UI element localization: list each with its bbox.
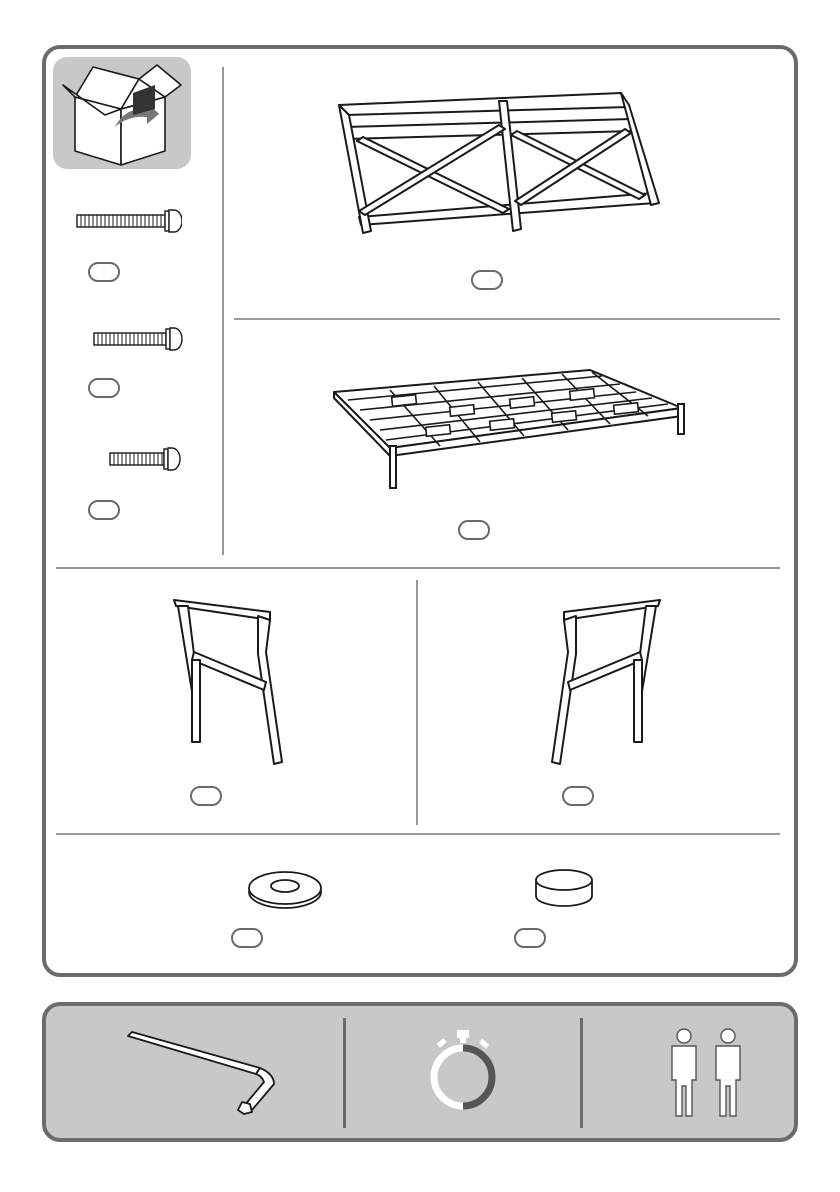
open-box-icon [53, 57, 191, 169]
seat-frame-icon [330, 362, 692, 494]
backrest-seat-divider [234, 318, 780, 320]
right-armrest-icon [544, 592, 664, 768]
short-bolt-label [88, 500, 120, 520]
washer-icon [246, 868, 324, 912]
left-armrest-label [190, 786, 222, 806]
foot-cap-icon [532, 866, 596, 910]
short-bolt-icon [109, 446, 183, 472]
backrest-label [471, 270, 503, 290]
medium-bolt-icon [93, 326, 183, 352]
right-armrest-label [562, 786, 594, 806]
left-column-divider [222, 67, 224, 555]
long-bolt-label [88, 262, 120, 282]
seat-label [458, 520, 490, 540]
bottom-section-divider [56, 833, 780, 835]
tools-divider-2 [580, 1018, 583, 1128]
allen-key-icon [124, 1030, 284, 1116]
foot-cap-label [514, 928, 546, 948]
two-people-icon [664, 1026, 754, 1118]
left-armrest-icon [170, 592, 290, 768]
tools-divider-1 [343, 1018, 346, 1128]
backrest-frame-icon [335, 85, 663, 235]
medium-bolt-label [88, 378, 120, 398]
long-bolt-icon [76, 208, 182, 234]
top-section-divider [56, 567, 780, 569]
armrest-divider [416, 580, 418, 825]
stopwatch-icon [428, 1028, 498, 1110]
washer-label [231, 928, 263, 948]
